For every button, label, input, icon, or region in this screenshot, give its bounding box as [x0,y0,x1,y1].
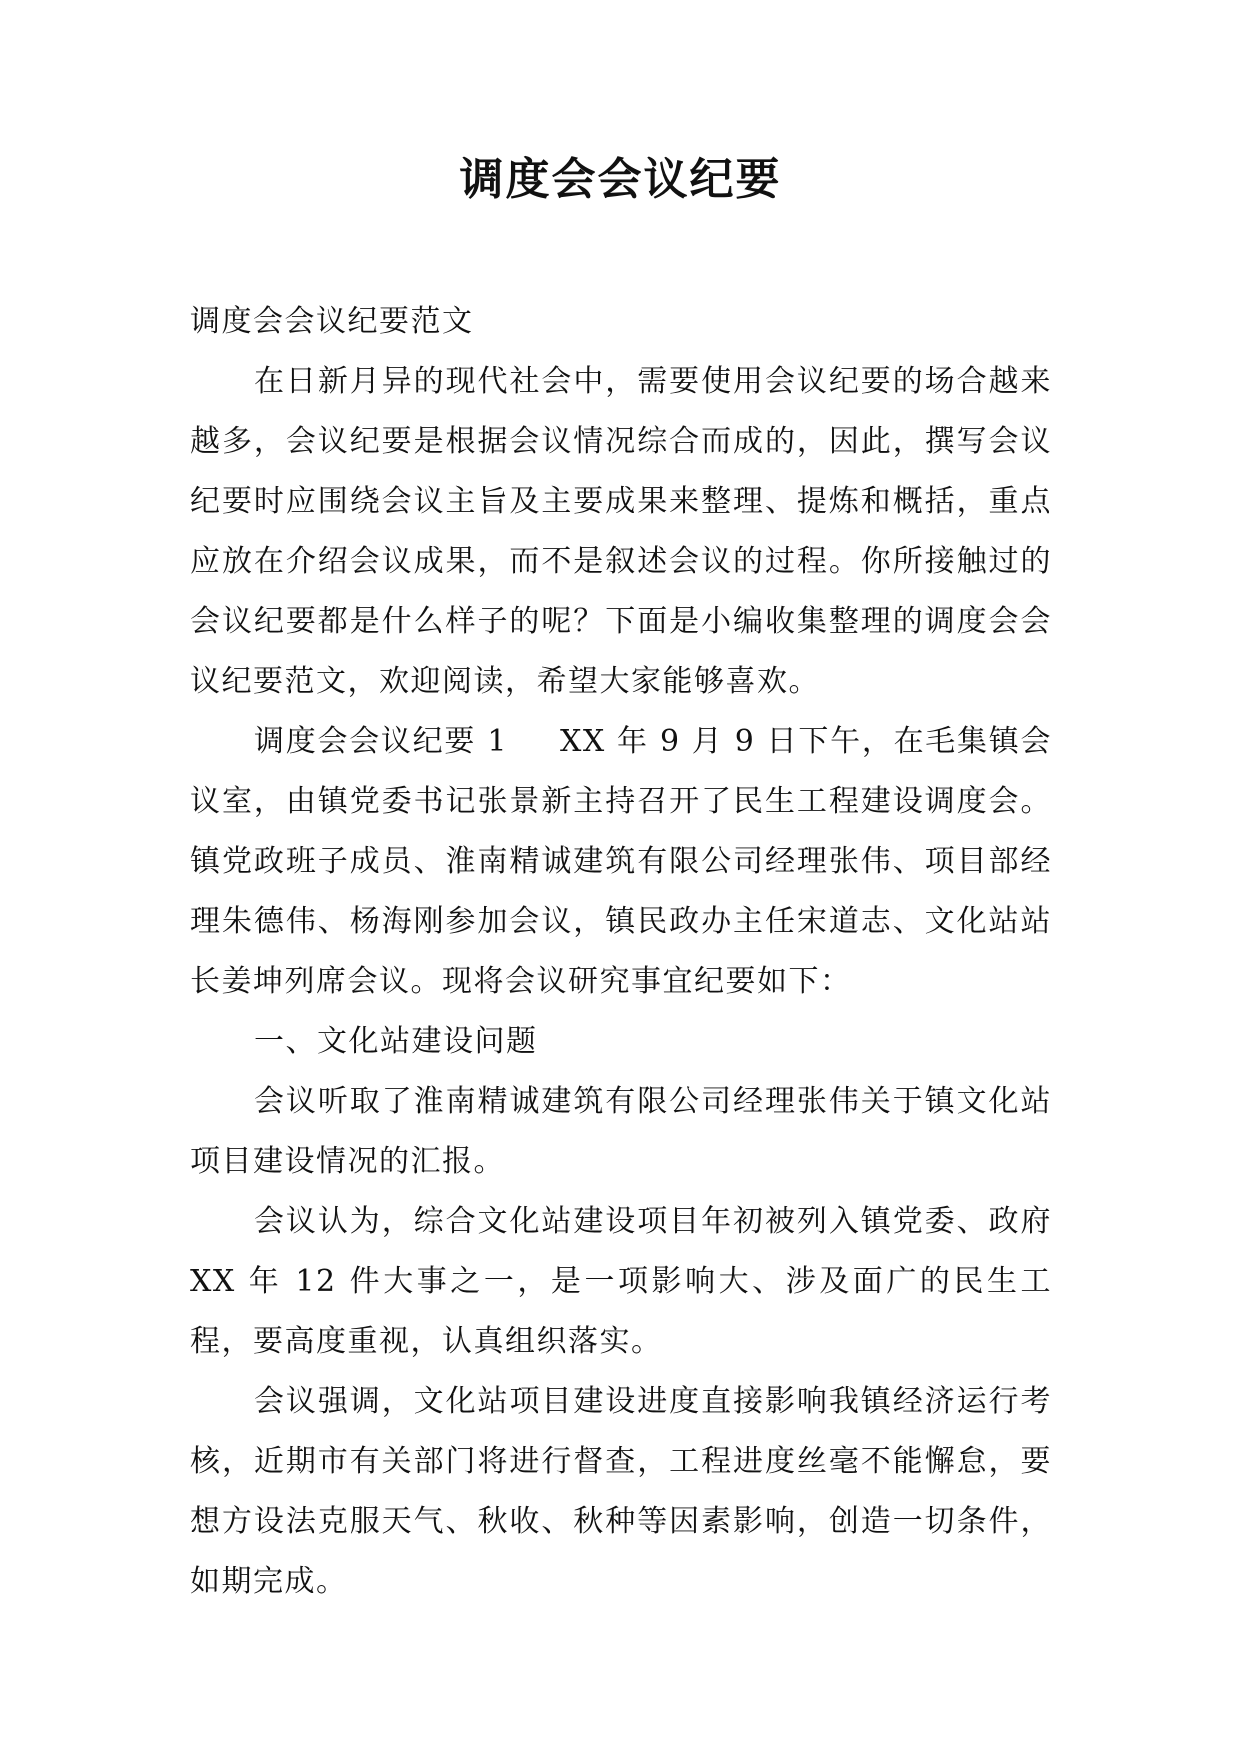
paragraph-opinion: 会议认为，综合文化站建设项目年初被列入镇党委、政府 XX 年 12 件大事之一，是一项影响大、涉及面广的民生工程，要高度重视，认真组织落实。 [190,1204,1052,1359]
item-heading: 一、文化站建设问题 [254,1024,538,1059]
document-title: 调度会会议纪要 [459,154,782,205]
document-subtitle: 调度会会议纪要范文 [190,304,474,339]
section-paragraph [190,712,1052,1012]
paragraph-report: 会议听取了淮南精诚建筑有限公司经理张伟关于镇文化站项目建设情况的汇报。 [190,1084,1052,1179]
intro-paragraph: 在日新月异的现代社会中，需要使用会议纪要的场合越来越多，会议纪要是根据会议情况综合而成的，因此，撰写会议纪要时应围绕会议主旨及主要成果来整理、提炼和概括，重点应放在介绍会议成果，而不是叙述会议的过程。你所接触过的会议纪要都是什么样子的呢？下面是小编收集整理的调度会会议纪要范文，欢迎阅读，希望大家能够喜欢。 [190,364,1052,699]
document-body [190,292,1052,1612]
section-heading: 调度会会议纪要 1 [254,724,508,759]
section-body: XX 年 9 月 9 日下午，在毛集镇会议室，由镇党委书记张景新主持召开了民生工程建设调度会。镇党政班子成员、淮南精诚建筑有限公司经理张伟、项目部经理朱德伟、杨海刚参加会议，镇民政办主任宋道志、文化站站长姜坤列席会议。现将会议研究事宜纪要如下： [190,724,1052,999]
paragraph-emphasis: 会议强调，文化站项目建设进度直接影响我镇经济运行考核，近期市有关部门将进行督查，工程进度丝毫不能懈怠，要想方设法克服天气、秋收、秋种等因素影响，创造一切条件，如期完成。 [190,1384,1052,1599]
